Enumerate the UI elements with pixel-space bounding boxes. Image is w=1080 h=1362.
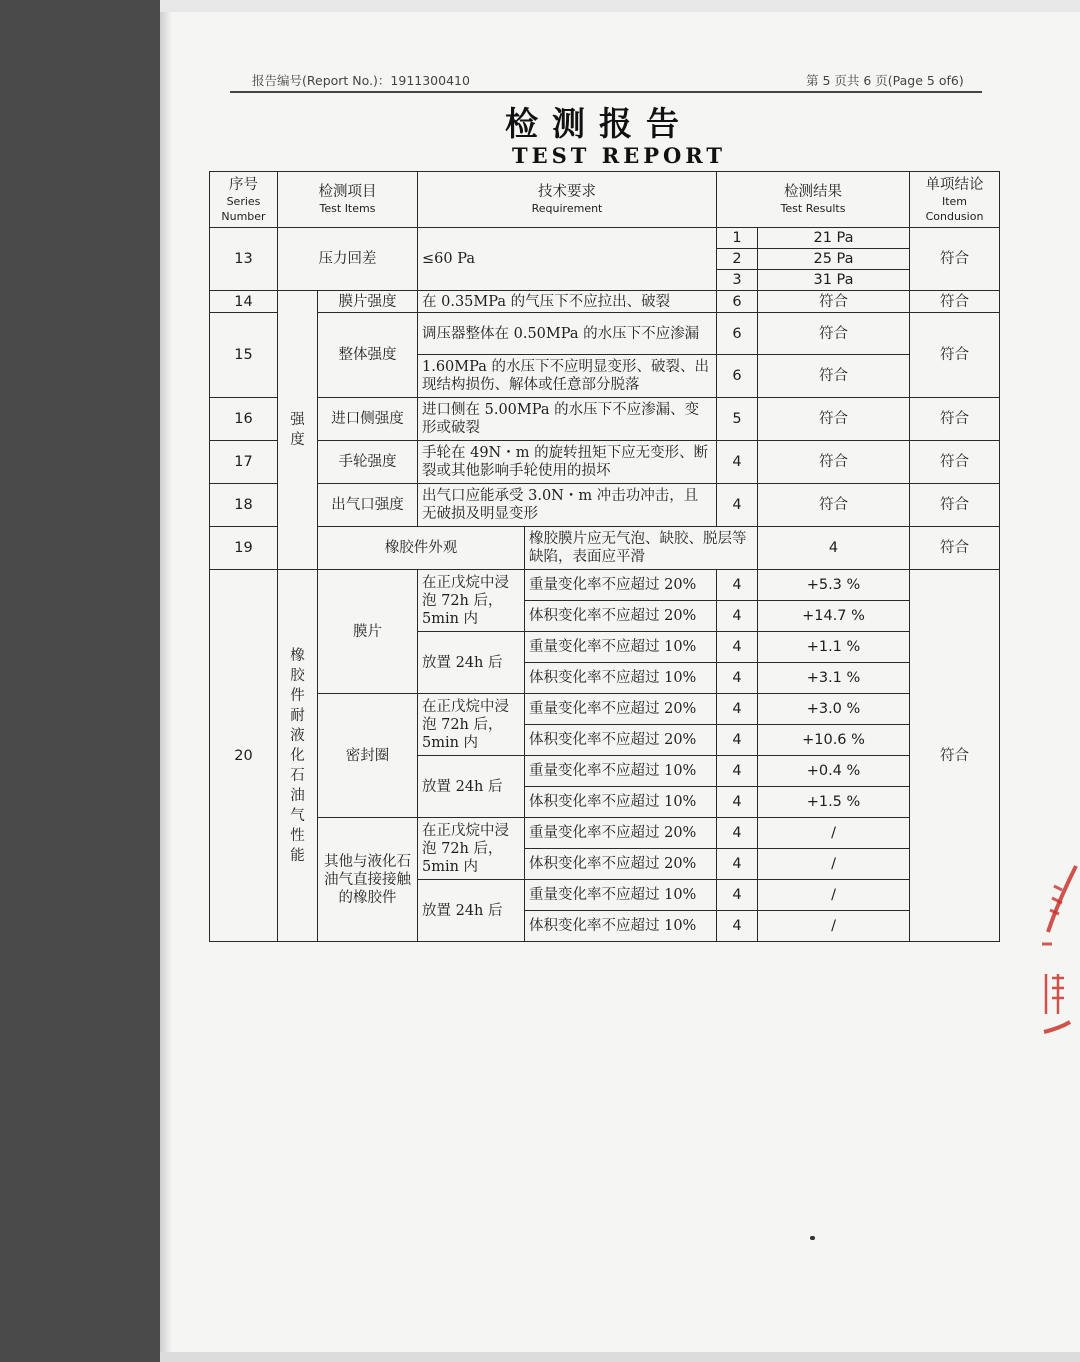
table-row: [210, 228, 1000, 249]
header-rule: [230, 91, 982, 93]
conclusion-header-cn: 单项结论: [925, 176, 984, 193]
sample-count: 6: [717, 355, 758, 398]
group-strength-text: 强度: [290, 412, 305, 448]
sample-count: 4: [717, 849, 758, 880]
test-condition: 在正戊烷中浸泡 72h 后，5min 内: [418, 570, 525, 632]
series-number: 16: [210, 398, 278, 441]
items-header-en: Test Items: [319, 202, 376, 215]
test-condition: 放置 24h 后: [418, 880, 525, 942]
result-value: +3.0 %: [758, 694, 910, 725]
part-name: 其他与液化石油气直接接触的橡胶件: [318, 818, 418, 942]
result-value: 21 Pa: [758, 228, 910, 249]
col-requirement-header: [418, 172, 717, 228]
table-row: [210, 398, 1000, 441]
result-value: +3.1 %: [758, 663, 910, 694]
test-item: 压力回差: [278, 228, 418, 291]
page-edge-shadow: [160, 0, 172, 1362]
col-results-header: [717, 172, 910, 228]
test-item: 膜片强度: [318, 291, 418, 313]
sample-count: 4: [717, 601, 758, 632]
result-value: +10.6 %: [758, 725, 910, 756]
criterion: 体积变化率不应超过 20%: [525, 601, 717, 632]
sample-count: 4: [717, 663, 758, 694]
part-name: 膜片: [318, 570, 418, 694]
sample-count: 6: [717, 291, 758, 313]
sample-count: 4: [717, 725, 758, 756]
requirement-header-en: Requirement: [531, 202, 603, 215]
sample-count: 6: [717, 313, 758, 355]
requirement-text: 出气口应能承受 3.0N・m 冲击功冲击，且无破损及明显变形: [418, 484, 717, 527]
criterion: 体积变化率不应超过 10%: [525, 663, 717, 694]
result-value: +1.5 %: [758, 787, 910, 818]
group-label-strength: [278, 291, 318, 570]
requirement-text: 在 0.35MPa 的气压下不应拉出、破裂: [418, 291, 717, 313]
col-conclusion-header: [910, 172, 1000, 228]
criterion: 体积变化率不应超过 10%: [525, 911, 717, 942]
series-number: 15: [210, 313, 278, 398]
test-condition: 在正戊烷中浸泡 72h 后，5min 内: [418, 818, 525, 880]
page-number: 第 5 页共 6 页(Page 5 of6): [806, 73, 964, 88]
sample-count: 4: [717, 570, 758, 601]
series-header-en: Series: [226, 194, 261, 208]
item-conclusion: 符合: [910, 398, 1000, 441]
criterion: 重量变化率不应超过 20%: [525, 570, 717, 601]
criterion: 体积变化率不应超过 20%: [525, 725, 717, 756]
table-row: [210, 527, 1000, 570]
result-value: /: [758, 880, 910, 911]
test-item: 整体强度: [318, 313, 418, 398]
group-label-lpg-resistance: [278, 570, 318, 942]
scan-bottom-edge: [160, 1352, 1080, 1362]
col-items-header: [278, 172, 418, 228]
item-conclusion: 符合: [910, 291, 1000, 313]
results-header-cn: 检测结果: [784, 184, 842, 200]
test-condition: 放置 24h 后: [418, 632, 525, 694]
sample-count: 4: [717, 484, 758, 527]
result-value: 符合: [758, 484, 910, 527]
report-title-cn: 检测报告: [505, 104, 693, 143]
criterion: 重量变化率不应超过 20%: [525, 694, 717, 725]
conclusion-header-en2: Condusion: [925, 209, 984, 223]
table-row: [210, 291, 1000, 313]
sample-count: 4: [717, 632, 758, 663]
sample-number: 2: [717, 249, 758, 270]
requirement-text: 手轮在 49N・m 的旋转扭矩下应无变形、断裂或其他影响手轮使用的损坏: [418, 441, 717, 484]
part-name: 密封圈: [318, 694, 418, 818]
sample-count: 4: [717, 441, 758, 484]
sample-count: 4: [717, 787, 758, 818]
result-value: +0.4 %: [758, 756, 910, 787]
table-row: [210, 441, 1000, 484]
result-value: 31 Pa: [758, 270, 910, 291]
result-value: 符合: [910, 527, 1000, 570]
test-condition: 放置 24h 后: [418, 756, 525, 818]
table-row: [210, 484, 1000, 527]
table-row: [210, 313, 1000, 355]
sample-count: 4: [717, 694, 758, 725]
conclusion-header-en: Item: [941, 194, 968, 208]
criterion: 重量变化率不应超过 10%: [525, 880, 717, 911]
scan-speck: [810, 1236, 815, 1240]
series-number: 19: [210, 527, 278, 570]
test-item: 手轮强度: [318, 441, 418, 484]
sample-count: 4: [717, 911, 758, 942]
table-row: [210, 570, 1000, 601]
criterion: 重量变化率不应超过 20%: [525, 818, 717, 849]
test-item: 橡胶件外观: [318, 527, 525, 570]
result-value: /: [758, 818, 910, 849]
criterion: 体积变化率不应超过 20%: [525, 849, 717, 880]
item-conclusion: 符合: [910, 484, 1000, 527]
criterion: 体积变化率不应超过 10%: [525, 787, 717, 818]
scan-top-edge: [160, 0, 1080, 12]
result-value: 符合: [758, 441, 910, 484]
requirement-text: 1.60MPa 的水压下不应明显变形、破裂、出现结构损伤、解体或任意部分脱落: [418, 355, 717, 398]
series-number: 17: [210, 441, 278, 484]
sample-count: 4: [717, 818, 758, 849]
result-value: +14.7 %: [758, 601, 910, 632]
result-value: +5.3 %: [758, 570, 910, 601]
sample-number: 3: [717, 270, 758, 291]
test-item: 出气口强度: [318, 484, 418, 527]
series-number: 14: [210, 291, 278, 313]
group-lpg-text: 橡胶件耐液化石油气性能: [290, 647, 305, 864]
result-value: 符合: [758, 398, 910, 441]
items-header-cn: 检测项目: [318, 184, 377, 200]
item-conclusion: 符合: [910, 570, 1000, 942]
results-header-en: Test Results: [780, 202, 846, 215]
series-number: 18: [210, 484, 278, 527]
test-report-table: [209, 171, 1000, 942]
sample-number: 1: [717, 228, 758, 249]
criterion: 重量变化率不应超过 10%: [525, 632, 717, 663]
result-value: /: [758, 849, 910, 880]
sample-count: 4: [717, 756, 758, 787]
series-header-en2: Number: [221, 209, 266, 223]
series-number: 20: [210, 570, 278, 942]
result-value: +1.1 %: [758, 632, 910, 663]
criterion: 重量变化率不应超过 10%: [525, 756, 717, 787]
report-title-en: TEST REPORT: [512, 143, 726, 168]
report-number: 报告编号(Report No.)：1911300410: [252, 73, 470, 88]
result-value: /: [758, 911, 910, 942]
result-value: 25 Pa: [758, 249, 910, 270]
requirement-text: ≤60 Pa: [418, 228, 717, 291]
sample-count: 5: [717, 398, 758, 441]
test-condition: 在正戊烷中浸泡 72h 后，5min 内: [418, 694, 525, 756]
test-item: 进口侧强度: [318, 398, 418, 441]
table-row: [210, 694, 1000, 725]
item-conclusion: 符合: [910, 228, 1000, 291]
result-value: 符合: [758, 355, 910, 398]
table-header-row: [210, 172, 1000, 228]
col-series-header: [210, 172, 278, 228]
sample-count: 4: [758, 527, 910, 570]
sample-count: 4: [717, 880, 758, 911]
series-header-cn: 序号: [229, 176, 258, 193]
requirement-text: 橡胶膜片应无气泡、缺胶、脱层等缺陷，表面应平滑: [525, 527, 758, 570]
table-row: [210, 818, 1000, 849]
requirement-text: 进口侧在 5.00MPa 的水压下不应渗漏、变形或破裂: [418, 398, 717, 441]
item-conclusion: 符合: [910, 441, 1000, 484]
red-seal-stamp: [1040, 862, 1080, 1042]
item-conclusion: 符合: [910, 313, 1000, 398]
result-value: 符合: [758, 291, 910, 313]
requirement-header-cn: 技术要求: [538, 184, 596, 200]
result-value: 符合: [758, 313, 910, 355]
requirement-text: 调压器整体在 0.50MPa 的水压下不应渗漏: [418, 313, 717, 355]
series-number: 13: [210, 228, 278, 291]
